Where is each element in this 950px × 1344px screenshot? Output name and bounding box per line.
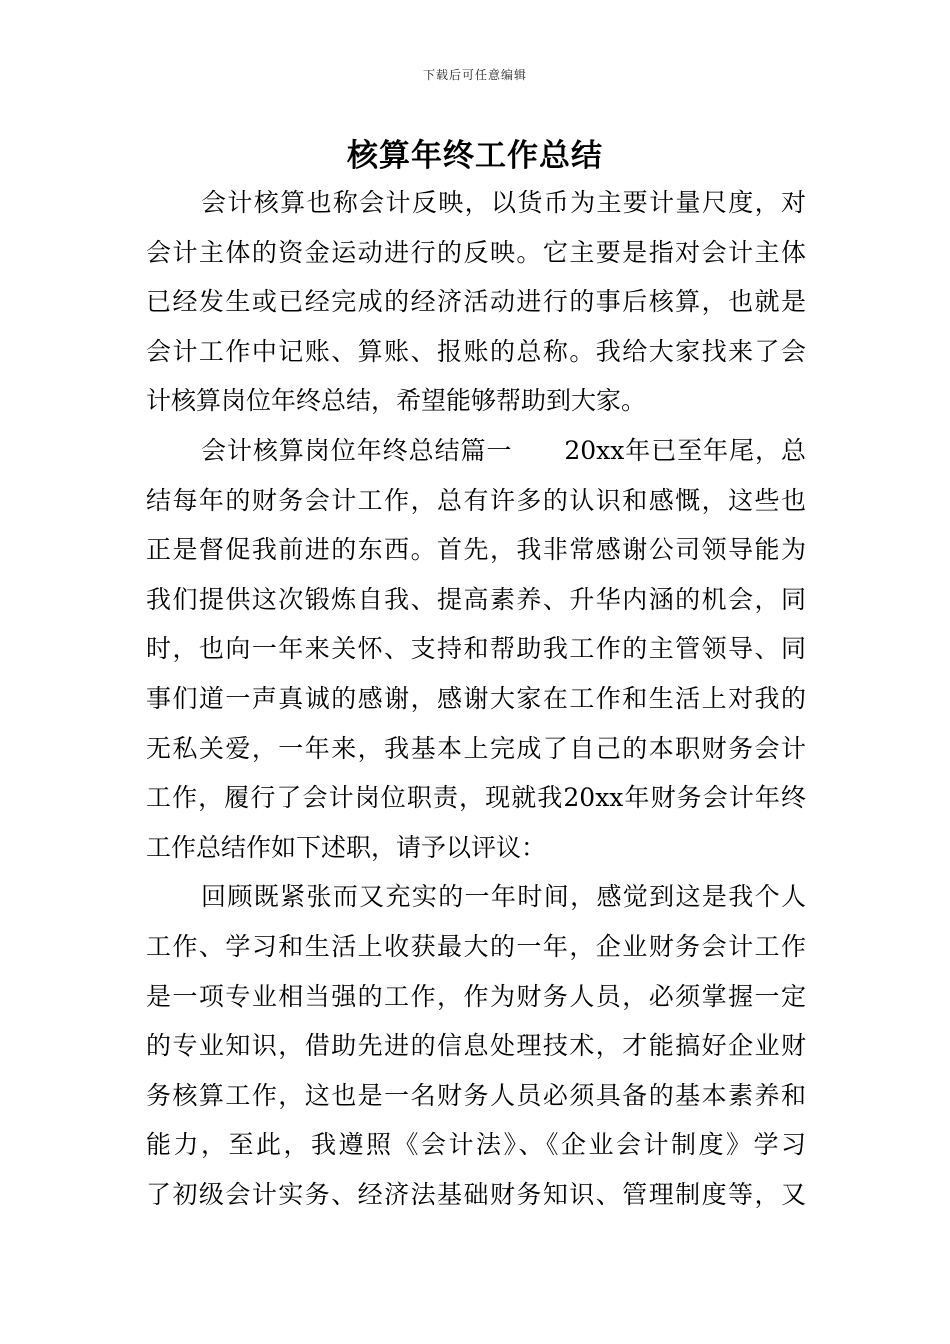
body-line: 正是督促我前进的东西。首先，我非常感谢公司领导能为 <box>146 535 806 565</box>
body-line: 能力，至此，我遵照《会计法》、《企业会计制度》学习 <box>146 1130 806 1160</box>
body-line: 事们道一声真诚的感谢，感谢大家在工作和生活上对我的 <box>146 683 806 713</box>
header-note: 下载后可任意编辑 <box>422 68 527 82</box>
body-line: 会计工作中记账、算账、报账的总称。我给大家找来了会 <box>146 336 806 366</box>
body-line: 无私关爱，一年来，我基本上完成了自己的本职财务会计 <box>146 733 806 763</box>
document-body <box>146 178 806 1219</box>
body-line: 已经发生或已经完成的经济活动进行的事后核算，也就是 <box>146 287 806 317</box>
body-line: 工作、学习和生活上收获最大的一年，企业财务会计工作 <box>146 931 806 961</box>
body-line: 结每年的财务会计工作，总有许多的认识和感慨，这些也 <box>146 485 806 515</box>
body-line: 会计主体的资金运动进行的反映。它主要是指对会计主体 <box>146 237 806 267</box>
body-line: 回顾既紧张而又充实的一年时间，感觉到这是我个人 <box>201 882 806 912</box>
body-line: 了初级会计实务、经济法基础财务知识、管理制度等，又 <box>146 1179 806 1209</box>
body-line: 是一项专业相当强的工作，作为财务人员，必须掌握一定 <box>146 981 806 1011</box>
body-line: 工作总结作如下述职，请予以评议： <box>146 832 547 862</box>
body-line: 我们提供这次锻炼自我、提高素养、升华内涵的机会，同 <box>146 584 806 614</box>
body-line: 的专业知识，借助先进的信息处理技术，才能搞好企业财 <box>146 1031 806 1061</box>
body-line: 会计核算也称会计反映，以货币为主要计量尺度，对 <box>201 188 806 217</box>
body-line: 计核算岗位年终总结，希望能够帮助到大家。 <box>146 386 647 416</box>
document-title: 核算年终工作总结 <box>347 138 603 174</box>
body-line: 工作，履行了会计岗位职责，现就我20xx年财务会计年终 <box>146 783 806 813</box>
body-line: 务核算工作，这也是一名财务人员必须具备的基本素养和 <box>146 1080 806 1110</box>
body-line: 会计核算岗位年终总结篇一 20xx年已至年尾，总 <box>201 435 806 465</box>
body-line: 时，也向一年来关怀、支持和帮助我工作的主管领导、同 <box>146 634 806 664</box>
